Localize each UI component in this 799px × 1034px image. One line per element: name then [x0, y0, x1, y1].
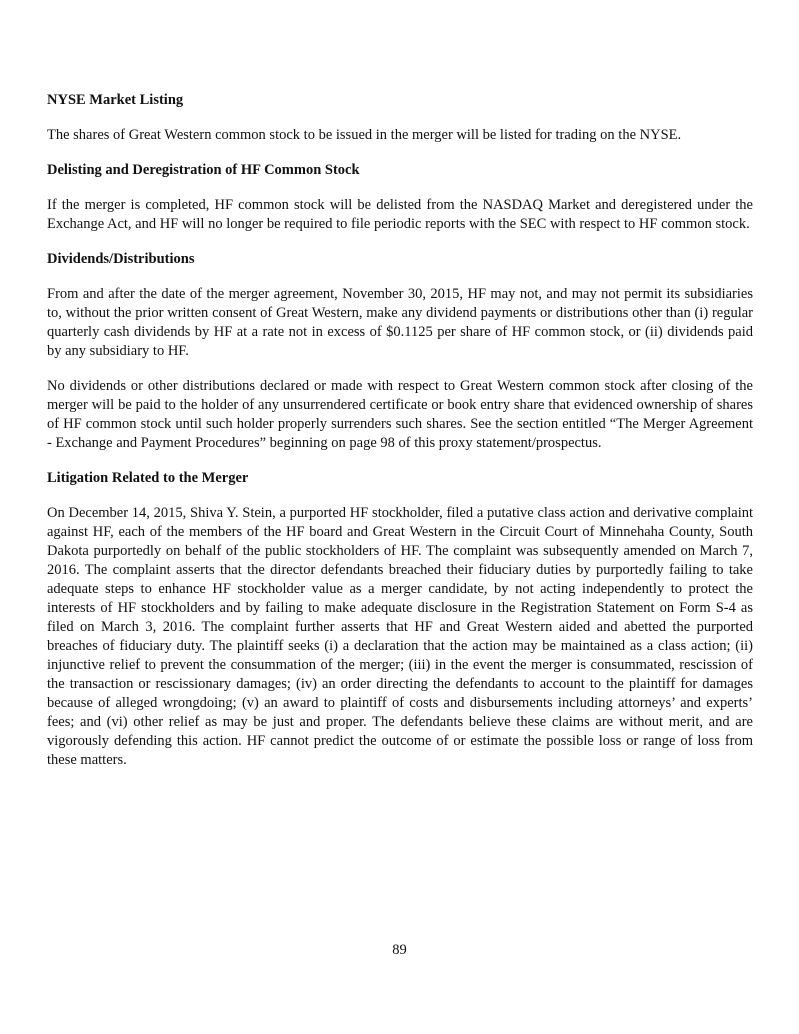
paragraph-litigation: On December 14, 2015, Shiva Y. Stein, a purported HF stockholder, filed a putative class action and derivative complaint against HF, each of the members of the HF board and Great Western in the Circuit Court of Minnehaha County, South Dakota purportedly on behalf of the public stockholders of HF. The complaint was subsequently amended on March 7, 2016. The complaint asserts that the director defendants breached their fiduciary duties by purportedly failing to take adequate steps to enhance HF stockholder value as a merger candidate, by not acting independently to protect the interests of HF stockholders and by failing to make adequate disclosure in the Registration Statement on Form S-4 as filed on March 3, 2016. The complaint further asserts that HF and Great Western aided and abetted the purported breaches of fiduciary duty. The plaintiff seeks (i) a declaration that the action may be maintained as a class action; (ii) injunctive relief to prevent the consummation of the merger; (iii) in the event the merger is consummated, rescission of the transaction or rescissionary damages; (iv) an order directing the defendants to account to the plaintiff for damages because of alleged wrongdoing; (v) an award to plaintiff of costs and disbursements including attorneys’ and experts’ fees; and (vi) other relief as may be just and proper. The defendants believe these claims are without merit, and are vigorously defending this action. HF cannot predict the outcome of or estimate the possible loss or range of loss from these matters.: [47, 505, 753, 768]
section-heading-delisting: Delisting and Deregistration of HF Common Stock: [47, 162, 360, 178]
document-body: [47, 91, 753, 786]
paragraph-dividends-unsurrendered: No dividends or other distributions declared or made with respect to Great Western common stock after closing of the merger will be paid to the holder of any unsurrendered certificate or book entry share that evidenced ownership of shares of HF common stock until such holder properly surrenders such shares. See the section entitled “The Merger Agreement - Exchange and Payment Procedures” beginning on page 98 of this proxy statement/prospectus.: [47, 378, 753, 451]
section-heading-nyse-market-listing: NYSE Market Listing: [47, 92, 184, 108]
paragraph-delisting: If the merger is completed, HF common stock will be delisted from the NASDAQ Market and deregistered under the Exchange Act, and HF will no longer be required to file periodic reports with the SEC with respect to HF common stock.: [47, 197, 753, 232]
section-heading-dividends: Dividends/Distributions: [47, 251, 195, 267]
paragraph-dividends-restrictions: From and after the date of the merger agreement, November 30, 2015, HF may not, and may not permit its subsidiaries to, without the prior written consent of Great Western, make any dividend payments or distributions other than (i) regular quarterly cash dividends by HF at a rate not in excess of $0.1125 per share of HF common stock, or (ii) dividends paid by any subsidiary to HF.: [47, 286, 753, 359]
page-number: 89: [392, 942, 407, 958]
section-heading-litigation: Litigation Related to the Merger: [47, 470, 249, 486]
paragraph-nyse-listing: The shares of Great Western common stock to be issued in the merger will be listed for trading on the NYSE.: [47, 127, 682, 143]
